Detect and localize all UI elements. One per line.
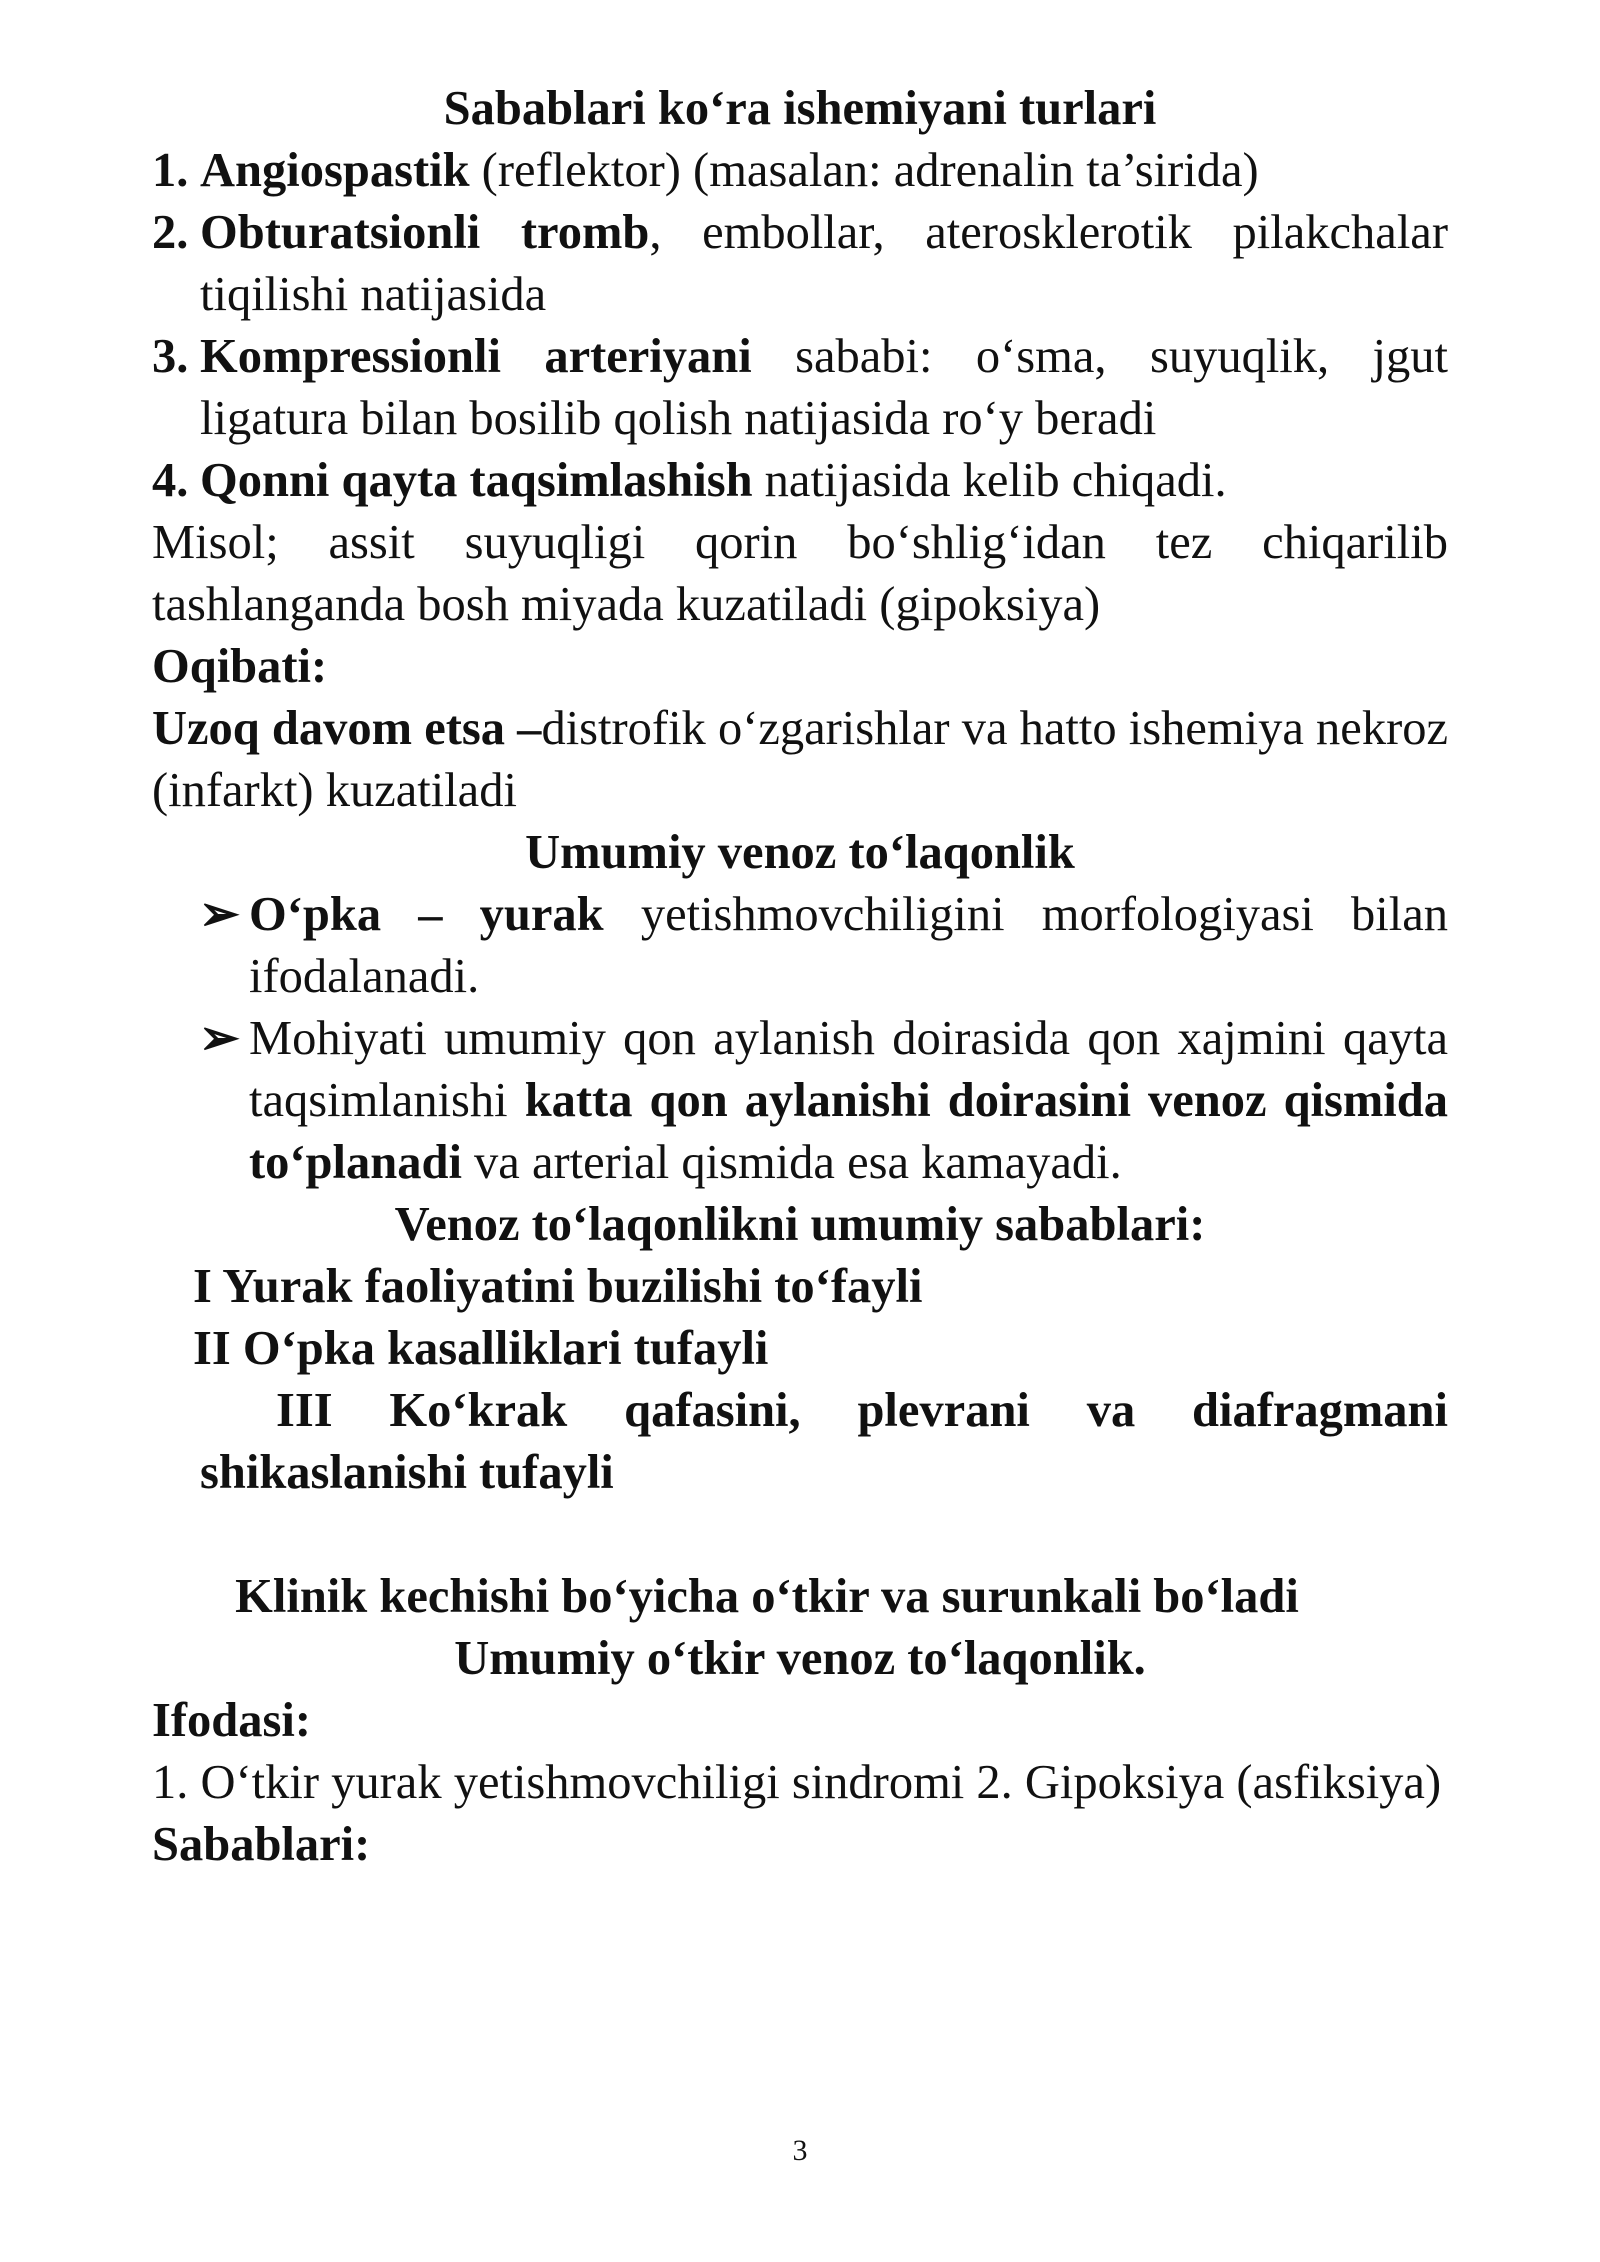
expression-heading: Ifodasi: — [152, 1694, 311, 1747]
arrow-bullet-icon: ➢ — [199, 888, 240, 941]
list-item-term: Obturatsionli tromb — [200, 206, 650, 259]
list-item-text: sababi: o‘sma, suyuqlik, jgut ligatura bilan bosilib qolish natijasida ro‘y beradi — [200, 330, 1448, 445]
cause-item-1: I Yurak faoliyatini buzilishi to‘fayli — [193, 1260, 923, 1313]
consequence-heading: Oqibati: — [152, 640, 328, 693]
list-number: 4. — [152, 454, 189, 507]
section-title-general-causes: Venoz to‘laqonlikni umumiy sabablari: — [394, 1198, 1206, 1251]
list-item-4 — [152, 450, 1448, 512]
cause-item-2: II O‘pka kasalliklari tufayli — [193, 1322, 769, 1375]
list-item-term: Angiospastik — [200, 144, 470, 197]
page-number: 3 — [792, 2134, 808, 2167]
list-item-term: Qonni qayta taqsimlashish — [200, 454, 753, 507]
section-title-acute-venous: Umumiy o‘tkir venoz to‘laqonlik. — [454, 1632, 1146, 1685]
consequence-paragraph: Uzoq davom etsa –distrofik o‘zgarishlar va hatto ishemiya nekroz (infarkt) kuzatiladi — [152, 702, 1448, 817]
expression-paragraph: 1. O‘tkir yurak yetishmovchiligi sindromi 2. Gipoksiya (asfiksiya) — [152, 1756, 1442, 1809]
causes-heading: Sabablari: — [152, 1818, 371, 1871]
list-item-text: (reflektor) (masalan: adrenalin ta’sirida) — [469, 144, 1259, 197]
list-number: 1. — [152, 144, 189, 197]
list-item-term: Kompressionli arteriyani — [200, 330, 752, 383]
arrow-bullet-icon: ➢ — [199, 1012, 240, 1065]
list-item-1 — [152, 140, 1448, 202]
blank-line — [152, 1504, 1448, 1566]
example-paragraph: Misol; assit suyuqligi qorin bo‘shlig‘idan tez chiqarilib tashlanganda bosh miyada kuzatiladi (gipoksiya) — [152, 516, 1448, 631]
list-item-2 — [152, 202, 1448, 326]
cause-item-3: III Ko‘krak qafasini, plevrani va diafragmani shikaslanishi tufayli — [200, 1384, 1448, 1499]
section-title-ischemia-types: Sabablari ko‘ra ishemiyani turlari — [443, 82, 1157, 135]
bullet-item-1: ➢ O‘pka – yurak yetishmovchiligini morfologiyasi bilan ifodalanadi. — [152, 884, 1448, 1008]
section-title-clinical-course: Klinik kechishi bo‘yicha o‘tkir va surunkali bo‘ladi — [235, 1570, 1299, 1623]
list-item-text: natijasida kelib chiqadi. — [752, 454, 1227, 507]
list-number: 2. — [152, 206, 189, 259]
list-item-text: , embollar, aterosklerotik pilakchalar tiqilishi natijasida — [200, 206, 1448, 321]
document-page — [152, 78, 1448, 1876]
bullet-item-2: ➢ Mohiyati umumiy qon aylanish doirasida qon xajmini qayta taqsimlanishi katta qon aylanishi doirasini venoz qismida to‘planadi va arterial qismida esa kamayadi. — [152, 1008, 1448, 1194]
section-title-venous-hyperemia: Umumiy venoz to‘laqonlik — [525, 826, 1075, 879]
list-number: 3. — [152, 330, 189, 383]
list-item-3 — [152, 326, 1448, 450]
